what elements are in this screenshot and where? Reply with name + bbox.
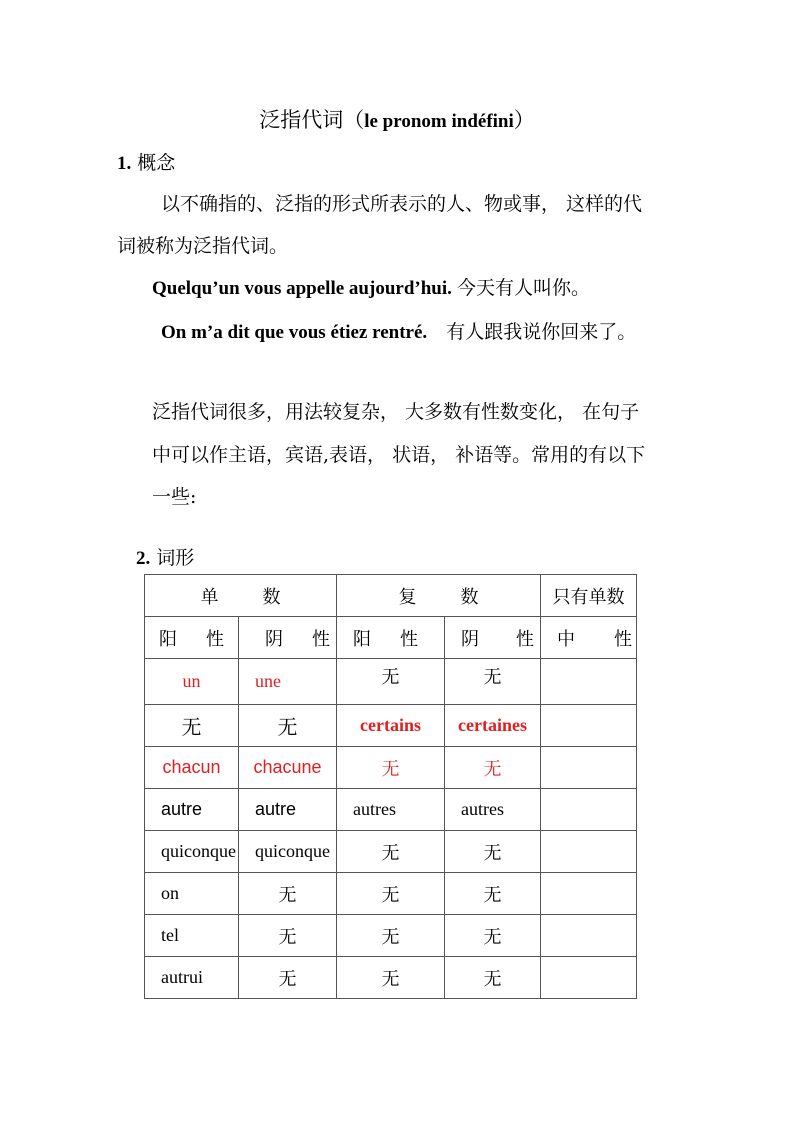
gender-header (239, 617, 337, 659)
table-cell: 无 (239, 957, 337, 999)
table-cell: chacune (239, 747, 337, 789)
table-cell: quiconque (145, 831, 239, 873)
example-1-fr: Quelqu’un vous appelle aujourd’hui. (152, 278, 452, 299)
gender-header (445, 617, 541, 659)
table-cell: 无 (337, 915, 445, 957)
example-2-cn: 有人跟我说你回来了。 (446, 321, 637, 343)
table-cell: 无 (239, 705, 337, 747)
header-plural (337, 575, 541, 617)
section-2-heading (136, 543, 194, 570)
table-cell: 无 (445, 747, 541, 789)
gender-b: 性 (206, 628, 224, 650)
header-singular-a: 单 (200, 586, 219, 608)
header-singular-b: 数 (262, 586, 281, 608)
table-header-row-groups (145, 575, 637, 617)
table-header-row-genders (145, 617, 637, 659)
header-plural-b: 数 (460, 586, 479, 608)
table-cell: 无 (337, 831, 445, 873)
table-cell: un (145, 659, 239, 705)
table-cell: 无 (337, 659, 445, 705)
table-cell: certains (337, 705, 445, 747)
table-cell: autres (337, 789, 445, 831)
table-cell: tel (145, 915, 239, 957)
usage-line-1: 泛指代词很多，用法较复杂， 大多数有性数变化， 在句子 (152, 401, 640, 423)
intro-line-1: 以不确指的、泛指的形式所表示的人、物或事， 这样的代 (161, 193, 643, 215)
table-cell: on (145, 873, 239, 915)
title-close: ） (513, 108, 535, 132)
usage-line-3: 一些: (152, 486, 197, 508)
table-cell: autre (239, 789, 337, 831)
table-row (145, 659, 637, 705)
table-cell: 无 (145, 705, 239, 747)
example-2-fr: On m’a dit que vous étiez rentré. (161, 322, 428, 343)
section-1-number: 1. (117, 153, 132, 174)
gender-a: 阳 (159, 628, 177, 650)
page-title (0, 104, 794, 134)
gender-b: 性 (312, 628, 330, 650)
table-cell (541, 915, 637, 957)
table-cell: 无 (445, 659, 541, 705)
title-latin: le pronom indéfini (364, 111, 514, 132)
gender-header (541, 617, 637, 659)
table-cell (541, 831, 637, 873)
table-cell: certaines (445, 705, 541, 747)
header-singular (145, 575, 337, 617)
table-row (145, 747, 637, 789)
table-cell: 无 (337, 747, 445, 789)
gender-header (145, 617, 239, 659)
intro-line-2: 词被称为泛指代词。 (117, 235, 289, 257)
table-cell: autres (445, 789, 541, 831)
table-cell: 无 (239, 915, 337, 957)
table-cell: 无 (445, 915, 541, 957)
gender-a: 阴 (265, 628, 283, 650)
section-2-label: 词形 (156, 547, 195, 569)
usage-line-2: 中可以作主语，宾语,表语， 状语， 补语等。常用的有以下 (152, 444, 646, 466)
pronoun-forms-table (144, 574, 637, 999)
gender-b: 性 (400, 628, 418, 650)
header-plural-a: 复 (398, 586, 417, 608)
table-cell: 无 (337, 873, 445, 915)
table-cell: autrui (145, 957, 239, 999)
table-cell (541, 747, 637, 789)
table-row (145, 915, 637, 957)
table-row (145, 957, 637, 999)
example-1-cn: 今天有人叫你。 (456, 277, 590, 299)
section-2-number: 2. (136, 548, 151, 569)
gender-b: 性 (614, 628, 632, 650)
title-cn: 泛指代词（ (259, 108, 365, 132)
table-cell (541, 705, 637, 747)
table-cell: 无 (239, 873, 337, 915)
table-row (145, 705, 637, 747)
gender-a: 中 (557, 628, 575, 650)
example-1 (152, 273, 590, 300)
table-cell: 无 (445, 831, 541, 873)
section-1-heading (117, 148, 175, 175)
table-cell (541, 873, 637, 915)
gender-header (337, 617, 445, 659)
table-cell: chacun (145, 747, 239, 789)
table-cell (541, 659, 637, 705)
table-cell: 无 (445, 957, 541, 999)
section-1-label: 概念 (137, 152, 176, 174)
table-cell: une (239, 659, 337, 705)
table-cell: quiconque (239, 831, 337, 873)
example-2 (161, 317, 636, 344)
header-singular-only: 只有单数 (541, 575, 637, 617)
gender-b: 性 (516, 628, 534, 650)
table-cell: 无 (337, 957, 445, 999)
gender-a: 阴 (461, 628, 479, 650)
table-cell: 无 (445, 873, 541, 915)
gender-a: 阳 (353, 628, 371, 650)
table-row (145, 831, 637, 873)
table-cell (541, 957, 637, 999)
table-row (145, 789, 637, 831)
table-cell: autre (145, 789, 239, 831)
table-row (145, 873, 637, 915)
table-cell (541, 789, 637, 831)
